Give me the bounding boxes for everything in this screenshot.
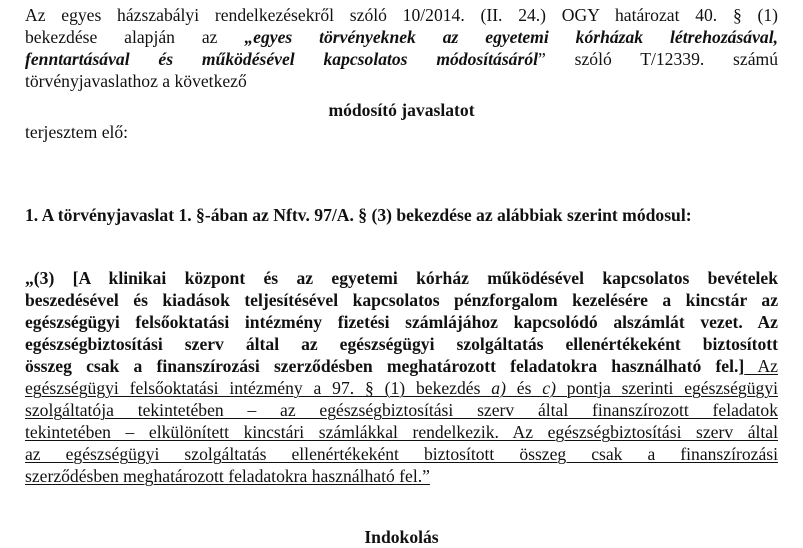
intro-line-1: Az egyes házszabályi rendelkezésekről szóló 10/2014. (II. 24.) OGY határozat 40. § (1) xyxy=(25,5,778,25)
quote-line-2: beszedésével és kiadások teljesítésével kapcsolatos pénzforgalom kezelésére a kincstár az xyxy=(25,290,778,310)
quote-line-5 xyxy=(25,355,778,377)
quote-line-9: az egészségügyi szolgáltatás ellenértékeként biztosított összeg csak a finanszírozási xyxy=(25,444,778,464)
point-1-heading: 1. A törvényjavaslat 1. §-ában az Nftv. 97/A. § (3) bekezdése az alábbiak szerint módosul: xyxy=(25,205,692,225)
quote-line-3: egészségügyi felsőoktatási intézmény fizetési számlájához kapcsolódó alszámlát vezet. Az xyxy=(25,312,778,332)
deleted-text-end: összeg csak a finanszírozási szerződésben meghatározott feladatokra használható fel.] xyxy=(25,356,745,376)
intro-line-3: fenntartásával és működésével kapcsolatos módosításáról” szóló T/12339. számú xyxy=(25,49,779,69)
amendment-quote xyxy=(25,267,778,487)
justification-heading: Indokolás xyxy=(364,527,439,547)
bill-title-part-2: fenntartásával és működésével kapcsolatos módosításáról xyxy=(25,49,539,69)
inserted-text-start: Az xyxy=(744,356,778,376)
quote-line-8: tekintetében – elkülönített kincstári számlákkal rendelkezik. Az egészségbiztosítási szerv által xyxy=(25,422,778,442)
amendment-heading: módosító javaslatot xyxy=(328,100,475,120)
intro-paragraph xyxy=(25,4,778,92)
quote-line-10: szerződésben meghatározott feladatokra használható fel.” xyxy=(25,466,430,486)
quote-line-4: egészségbiztosítási szerv által az egészségügyi szolgáltatás ellenértékeként biztosított xyxy=(25,334,778,354)
intro-line-4: törvényjavaslathoz a következő xyxy=(25,71,247,91)
intro-line-2: bekezdése alapján az „egyes törvényeknek az egyetemi kórházak létrehozásával, xyxy=(25,27,778,47)
quote-line-7: szolgáltatója tekintetében – az egészségbiztosítási szerv által finanszírozott feladatok xyxy=(25,400,778,420)
quote-line-6: egészségügyi felsőoktatási intézmény a 97. § (1) bekezdés a) és c) pontja szerinti egészségügyi xyxy=(25,378,779,398)
submit-text: terjesztem elő: xyxy=(25,122,129,142)
quote-line-1: „(3) [A klinikai központ és az egyetemi kórház működésével kapcsolatos bevételek xyxy=(25,268,778,288)
bill-title-part-1: „egyes törvényeknek az egyetemi kórházak létrehozásával, xyxy=(244,27,778,47)
